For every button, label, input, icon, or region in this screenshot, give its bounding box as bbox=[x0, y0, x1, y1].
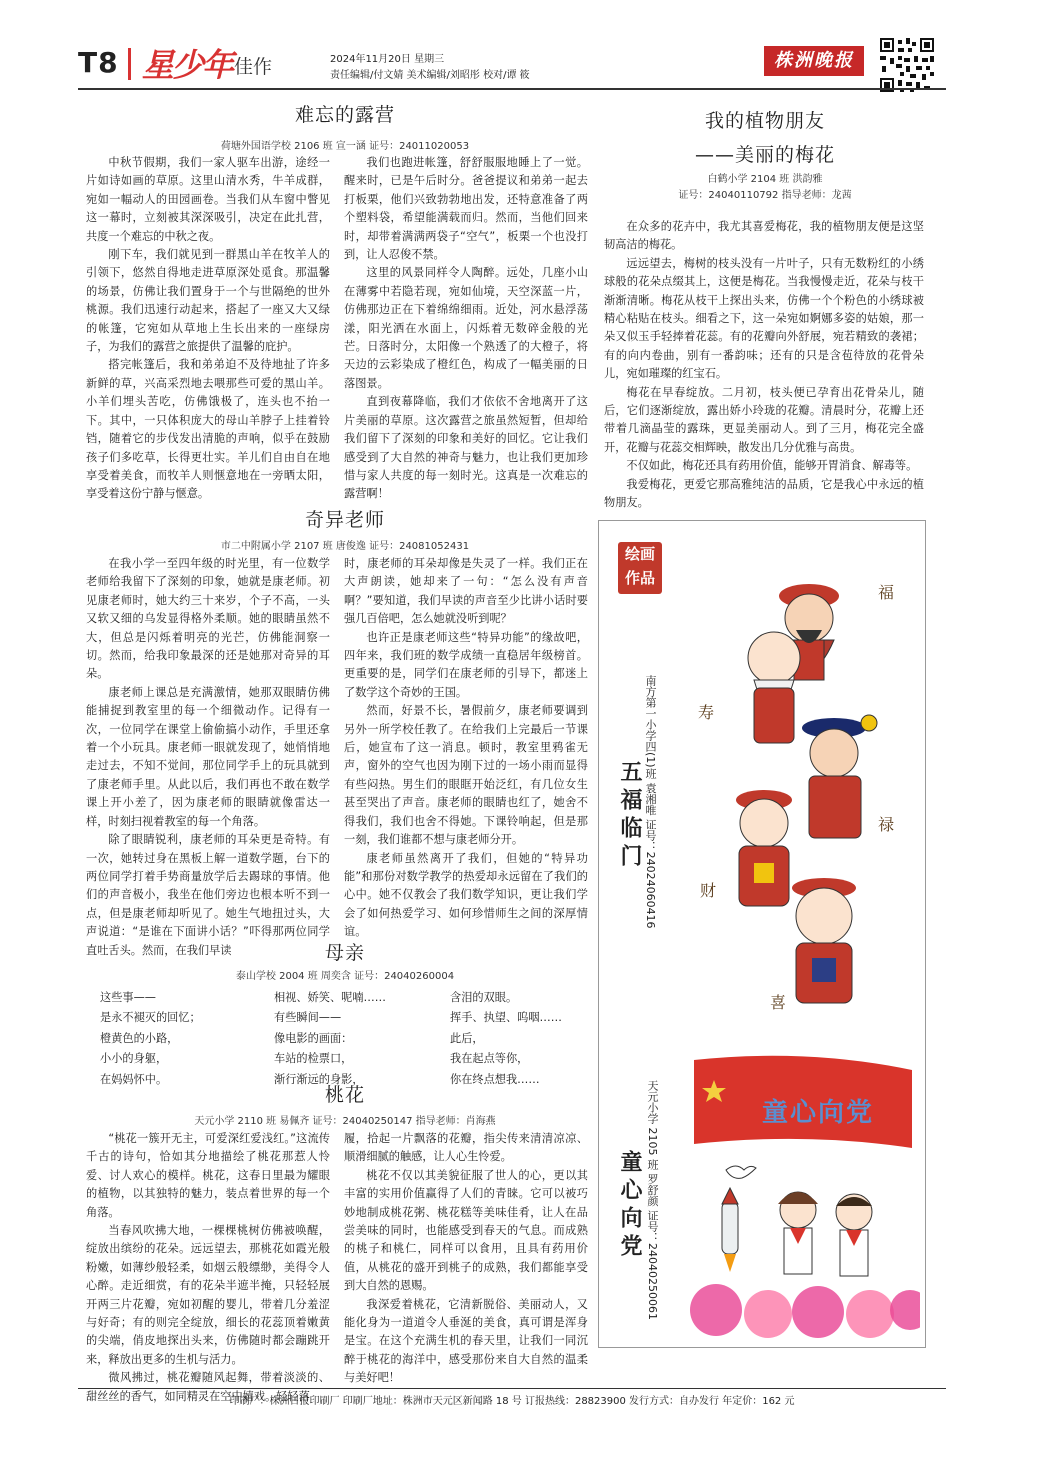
plum-byline-cert: 证号：24040110792 指导老师：龙茜 bbox=[678, 190, 852, 201]
art2-banner-text: 童心向党 bbox=[762, 1098, 875, 1128]
paragraph: 我爱梅花，更爱它那高雅纯洁的品质，它是我心中永远的植物朋友。 bbox=[604, 477, 924, 510]
poem-column-3 bbox=[450, 988, 590, 1090]
five-blessings-drawing bbox=[684, 548, 916, 1018]
poem-column-1 bbox=[100, 988, 260, 1090]
paragraph: 刚下车，我们就见到一群黑山羊在牧羊人的引领下，悠然自得地走进草原深处觅食。那温馨的场景，仿佛让我们置身于一个与世隔绝的世外桃源。我们迅速行动起来，搭起了一座又大又绿的帐篷，它宛如从草地上生长出来的一座绿房子，为我们的露营之旅提供了温馨的庇护。 bbox=[86, 248, 330, 354]
label-fu: 福 bbox=[878, 583, 895, 602]
footer-info: 印刷厂：株洲日报印刷厂 印刷厂地址：株洲市天元区新闻路 18 号 订报热线：28823900 发行方式：自办发行 年定价：162 元 bbox=[229, 1396, 795, 1407]
plum-subtitle: ——美丽的梅花 bbox=[694, 144, 835, 166]
paragraph: 时，康老师的耳朵却像是失灵了一样。我们正在大声朗读，她却来了一句：“怎么没有声音啊？”要知道，我们早读的声音至少比讲小话时要强几百倍吧，怎么她就没听到呢？ bbox=[344, 557, 588, 626]
camping-byline: 荷塘外国语学校 2106 班 宣一涵 证号：24011020053 bbox=[220, 141, 470, 152]
mother-title: 母亲 bbox=[324, 942, 365, 964]
paragraph: 远远望去，梅树的枝头没有一片叶子，只有无数粉红的小绣球般的花朵点缀其上，这便是梅花。当我慢慢走近，花朵与枝干渐渐清晰。梅花从枝干上探出头来，仿佛一个个粉色的小绣球被精心粘贴在枝头。细看之下，这一朵宛如婀娜多姿的姑娘，那一朵又似玉手轻捧着花蕊。有的花瓣向外舒展，宛若精致的袭裙；有的向内卷曲，别有一番韵味；还有的只是含苞待放的花骨朵儿，宛如璀璨的红宝石。 bbox=[604, 256, 924, 381]
poem-line: 这些事—— bbox=[100, 991, 156, 1004]
camping-column-1 bbox=[86, 154, 330, 504]
rocket-icon bbox=[722, 1188, 738, 1272]
art2-credit: 天元小学 2105 班 罗舒颜 证号：24040250061 bbox=[646, 1080, 659, 1320]
camping-title: 难忘的露营 bbox=[294, 104, 395, 126]
header-rule bbox=[78, 88, 946, 90]
artwork-badge bbox=[618, 542, 662, 594]
paragraph: 也许正是康老师这些“特异功能”的缘故吧，四年来，我们班的数学成绩一直稳居年级榜首。更重要的是，同学们在康老师的引导下，都迷上了数学这个奇妙的王国。 bbox=[344, 630, 588, 699]
poem-line: 是永不褪灭的回忆； bbox=[100, 1011, 201, 1025]
flower-border-icon bbox=[690, 1284, 920, 1338]
plum-title: 我的植物朋友 bbox=[704, 110, 825, 132]
paragraph: 除了眼睛锐利，康老师的耳朵更是奇特。有一次，她转过身在黑板上解一道数学题，台下的两位同学打着手势商量放学后去踢球的事情。他们的声音极小，我坐在他们旁边也根本听不到一点，但是康老师却听见了。她生气地扭过头，大声说道：“是谁在下面讲小话？”吓得那两位同学直吐舌头。然而，在我们早读 bbox=[86, 833, 330, 957]
prosperity-figure-icon bbox=[802, 715, 877, 838]
teacher-byline: 市二中附属小学 2107 班 唐俊逸 证号：24081052431 bbox=[220, 541, 470, 552]
poem-line: 含泪的双眼。 bbox=[450, 991, 518, 1004]
teacher-column-1 bbox=[86, 555, 330, 960]
poem-line: 在妈妈怀中。 bbox=[100, 1072, 168, 1086]
poem-line: 橙黄色的小路， bbox=[100, 1031, 179, 1045]
badge-line: 绘画 bbox=[624, 545, 655, 563]
label-shou: 寿 bbox=[698, 703, 715, 722]
poem-line: 挥手、执望、呜咽…… bbox=[450, 1011, 562, 1025]
peach-byline: 天元小学 2110 班 易佩齐 证号：24040250147 指导老师：肖海燕 bbox=[194, 1116, 496, 1127]
poem-line: 渐行渐远的身影， bbox=[274, 1072, 364, 1086]
paragraph: 微风拂过，桃花瓣随风起舞，带着淡淡的、甜丝丝的香气，如同精灵在空中嬉戏。轻轻落 bbox=[86, 1371, 330, 1403]
paragraph: 不仅如此，梅花还具有药用价值，能够开胃消食、解毒等。 bbox=[626, 459, 918, 473]
poem-line: 你在终点想我…… bbox=[450, 1072, 540, 1086]
plum-body bbox=[604, 218, 924, 513]
peach-column-2 bbox=[344, 1130, 588, 1388]
paragraph: 当春风吹拂大地，一棵棵桃树仿佛被唤醒，绽放出缤纷的花朵。远远望去，那桃花如霞光般粉嫩，如薄纱般轻柔，如烟云般缥缈，美得令人心醉。走近细赏，有的花朵半遮半掩，只轻轻展开两三片花瓣，宛如初醒的婴儿，带着几分羞涩与好奇；有的则完全绽放，细长的花蕊顶着嫩黄的尖端，俏皮地探出头来，仿佛随时都会蹦跳开来，释放出更多的生机与活力。 bbox=[86, 1224, 330, 1366]
label-xi: 喜 bbox=[770, 993, 787, 1012]
page-number: T8 bbox=[78, 46, 119, 79]
paragraph: 中秋节假期，我们一家人驱车出游，途经一片如诗如画的草原。这里山清水秀，牛羊成群，宛如一幅动人的田园画卷。当我们从车窗中瞥见这一幕时，立刻被其深深吸引，决定在此扎营，共度一个难忘的中秋之夜。 bbox=[86, 156, 330, 243]
section-subtitle: 佳作 bbox=[234, 56, 273, 78]
camping-column-2 bbox=[344, 154, 588, 504]
paragraph: “桃花一簇开无主，可爱深红爱浅红。”这流传千古的诗句，恰如其分地描绘了桃花那惹人怜爱、讨人欢心的模样。桃花，这春日里最为耀眼的植物，以其独特的魅力，装点着世界的每一个角落。 bbox=[86, 1132, 330, 1219]
poem-line: 小小的身躯， bbox=[100, 1052, 168, 1066]
art2-title: 童心向党 bbox=[617, 1150, 642, 1262]
paragraph: 这里的风景同样令人陶醉。远处，几座小山在薄雾中若隐若现，宛如仙境，天空深蓝一片，仿佛那边正在下着绵绵细雨。近处，河水悬浮荡漾，阳光洒在水面上，闪烁着无数碎金般的光芒。日落时分，太阳像一个熟透了的大橙子，将天边的云彩染成了橙红色，构成了一幅美丽的日落图景。 bbox=[344, 266, 588, 390]
paragraph: 在我小学一至四年级的时光里，有一位数学老师给我留下了深刻的印象，她就是康老师。初见康老师时，她大约三十来岁，个子不高，一头又软又细的乌发显得格外柔顺。她的眼睛虽然不大，但总是闪烁着明亮的光芒，仿佛能洞察一切。然而，给我印象最深的还是她那对奇异的耳朵。 bbox=[86, 557, 330, 681]
paragraph: 桃花不仅以其美貌征服了世人的心，更以其丰富的实用价值赢得了人们的青睐。它可以被巧妙地制成桃花粥、桃花糕等美味佳肴，让人在品尝美味的同时，也能感受到春天的气息。而成熟的桃子和桃仁，同样可以食用，且具有药用价值，从桃花的盛开到桃子的成熟，我们都能享受到大自然的恩赐。 bbox=[344, 1168, 588, 1293]
paragraph: 梅花在早春绽放。二月初，枝头便已孕育出花骨朵儿，随后，它们逐渐绽放，露出娇小玲珑的花瓣。清晨时分，花瓣上还带着几滴晶莹的露珠，更显美丽动人。到了三月，梅花完全盛开，花瓣与花蕊交相辉映，散发出几分优雅与高贵。 bbox=[604, 385, 924, 454]
poem-line: 车站的检票口， bbox=[274, 1052, 353, 1066]
joy-figure-icon bbox=[792, 878, 856, 1003]
poem-line: 有些瞬间—— bbox=[274, 1011, 342, 1025]
badge-line: 作品 bbox=[624, 569, 655, 587]
qr-code-icon bbox=[880, 38, 934, 92]
issue-date: 2024年11月20日 星期三 bbox=[330, 54, 445, 65]
paragraph: 我们也跑进帐篷，舒舒服服地睡上了一觉。醒来时，已是午后时分。爸爸提议和弟弟一起去打板栗，他们兴致勃勃地出发，还特意准备了两个塑料袋，希望能满载而归。然而，当他们回来时，却带着满满两袋子“空气”，板栗一个也没打到，让人忍俊不禁。 bbox=[344, 156, 588, 262]
label-lu: 禄 bbox=[878, 815, 895, 834]
mother-byline: 泰山学校 2004 班 周奕含 证号：24040260004 bbox=[235, 971, 455, 982]
wealth-figure-icon bbox=[736, 790, 792, 906]
newspaper-brand: 株洲晚报 bbox=[764, 46, 864, 76]
dove-icon bbox=[726, 1166, 756, 1178]
art1-title: 五福临门 bbox=[617, 760, 642, 872]
header-divider bbox=[128, 48, 131, 80]
teacher-column-2 bbox=[344, 555, 588, 942]
poem-column-2 bbox=[274, 988, 434, 1090]
editor-credits: 责任编辑/付文婧 美术编辑/刘昭彤 校对/谭 筱 bbox=[330, 70, 530, 81]
label-cai: 财 bbox=[700, 881, 717, 900]
art1-credit: 南方第一小学四(1)班 袁湘唯 证号：24024060416 bbox=[644, 675, 657, 929]
paragraph: 搭完帐篷后，我和弟弟迫不及待地扯了许多新鲜的草，兴高采烈地去喂那些可爱的黑山羊。小羊们埋头苦吃，仿佛饿极了，连头也不抬一下。其中，一只体积庞大的母山羊脖子上挂着铃铛，随着它的步伐发出清脆的声响，似乎在鼓励孩子们多吃草，长得更壮实。羊儿们自由自在地享受着美食，而牧羊人则惬意地在一旁晒太阳，享受着这份宁静与惬意。 bbox=[86, 358, 330, 501]
poem-line: 像电影的画面： bbox=[274, 1031, 353, 1045]
teacher-title: 奇异老师 bbox=[304, 509, 385, 531]
paragraph: 我深爱着桃花，它清新脱俗、美丽动人，又能化身为一道道令人垂涎的美食，真可谓是浑身是宝。在这个充满生机的春天里，让我们一同沉醉于桃花的海洋中，感受那份来自大自然的温柔与美好吧！ bbox=[344, 1297, 588, 1385]
girl-icon bbox=[778, 1192, 818, 1274]
footer-rule bbox=[78, 1388, 946, 1389]
poem-line: 此后， bbox=[450, 1031, 484, 1045]
paragraph: 康老师虽然离开了我们，但她的“特异功能”和那份对数学教学的热爱却永远留在了我们的心中。她不仅教会了我们数学知识，更让我们学会了如何热爱学习、如何珍惜师生之间的深厚情谊。 bbox=[344, 851, 588, 939]
longevity-figure-icon bbox=[748, 632, 800, 743]
paragraph: 直到夜幕降临，我们才依依不舍地离开了这片美丽的草原。这次露营之旅虽然短暂，但却给我们留下了深刻的印象和美好的回忆。它让我们感受到了大自然的神奇与魅力，也让我们更加珍惜与家人共度的每一刻时光。这真是一次难忘的露营啊！ bbox=[344, 395, 588, 501]
poem-line: 相视、娇笑、呢喃…… bbox=[274, 991, 386, 1004]
section-logo: 星少年 bbox=[142, 46, 233, 84]
peach-column-1 bbox=[86, 1130, 330, 1406]
paragraph: 在众多的花卉中，我尤其喜爱梅花，我的植物朋友便是这坚韧高洁的梅花。 bbox=[604, 220, 924, 252]
paragraph: 然而，好景不长，暑假前夕，康老师要调到另外一所学校任教了。在给我们上完最后一节课后，她宣布了这一消息。顿时，教室里鸦雀无声，窗外的空气也因为刚下过的一场小雨而显得有些闷热。男生们的眼眶开始泛红，有几位女生甚至哭出了声音。康老师的眼睛也红了，她舍不得我们，我们也舍不得她。下课铃响起，但是那一刻，我们谁都不想与康老师分开。 bbox=[344, 704, 588, 847]
paragraph: 康老师上课总是充满激情，她那双眼睛仿佛能捕捉到教室里的每一个细微动作。记得有一次，一位同学在课堂上偷偷搞小动作，手里还拿着一个小玩具。康老师一眼就发现了，她悄悄地走过去，不知不觉间，那位同学手上的玩具就到了康老师手里。从此以后，我们再也不敢在数学课上开小差了，因为康老师的眼睛就像雷达一样，时刻扫视着教室的每一个角落。 bbox=[86, 685, 330, 828]
poem-line: 我在起点等你， bbox=[450, 1052, 529, 1066]
boy-icon bbox=[836, 1194, 872, 1276]
paragraph: 履，拾起一片飘落的花瓣，指尖传来清清凉凉、顺滑细腻的触感，让人心生怜爱。 bbox=[344, 1132, 588, 1164]
plum-byline-author: 白鹤小学 2104 班 洪韵雅 bbox=[707, 174, 823, 185]
peach-title: 桃花 bbox=[324, 1084, 365, 1106]
